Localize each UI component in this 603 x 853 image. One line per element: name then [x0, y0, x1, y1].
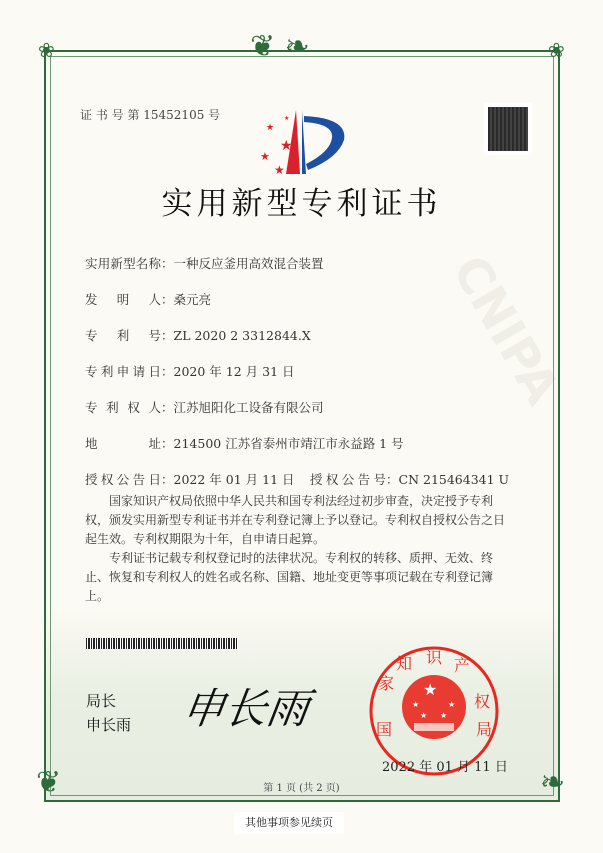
field-label: 专利号 [85, 328, 161, 343]
statement-paragraph: 专利证书记载专利权登记时的法律状况。专利权的转移、质押、无效、终止、恢复和专利权人的姓名或名称、国籍、地址变更等事项记载在专利登记簿上。 [85, 551, 494, 603]
director-signature: 申长雨 [179, 684, 313, 733]
certificate-title: 实用新型专利证书 [161, 186, 442, 222]
certificate-number: 证 书 号 第 15452105 号 [80, 108, 221, 122]
svg-text:局: 局 [476, 720, 493, 739]
statement-paragraph: 国家知识产权局依照中华人民共和国专利法经过初步审查，决定授予专利权，颁发实用新型专利证书并在专利登记簿上予以登记。专利权自授权公告之日起生效。专利权期限为十年，自申请日起算。 [85, 494, 506, 546]
svg-text:家: 家 [378, 674, 395, 693]
cnipa-logo-icon [256, 108, 348, 176]
field-label: 授权公告日 [85, 472, 161, 487]
qr-code[interactable] [484, 103, 532, 155]
svg-text:★: ★ [420, 711, 428, 720]
svg-text:★: ★ [440, 711, 448, 720]
svg-text:★: ★ [448, 700, 456, 709]
field-value: 214500 江苏省泰州市靖江市永益路 1 号 [173, 436, 404, 451]
director-title: 局长 [86, 692, 117, 710]
svg-text:★: ★ [412, 700, 420, 709]
field-address: 地址：214500 江苏省泰州市靖江市永益路 1 号 [85, 436, 404, 451]
corner-ornament-icon: ❀ [548, 38, 565, 62]
field-value: ZL 2020 2 3312844.X [173, 328, 311, 343]
page-number: 第 1 页 (共 2 页) [263, 783, 340, 794]
field-value: 2020 年 12 月 31 日 [173, 364, 295, 379]
svg-text:产: 产 [454, 656, 471, 675]
field-announcement-number: 授权公告号：CN 215464341 U [310, 472, 510, 487]
barcode [86, 638, 238, 649]
field-value: CN 215464341 U [398, 472, 510, 487]
field-label: 实用新型名称 [85, 256, 161, 271]
field-utility-model-name: 实用新型名称：一种反应釜用高效混合装置 [85, 256, 324, 271]
corner-ornament-icon: ❧ [540, 765, 566, 800]
field-label: 发明人 [85, 292, 161, 307]
director-name: 申长雨 [86, 716, 132, 734]
svg-text:★: ★ [274, 163, 285, 176]
corner-ornament-icon: ❀ [38, 38, 55, 62]
field-value: 一种反应釜用高效混合装置 [173, 256, 324, 271]
svg-text:★: ★ [260, 150, 270, 163]
field-patentee: 专利权人：江苏旭阳化工设备有限公司 [85, 400, 324, 415]
field-value: 江苏旭阳化工设备有限公司 [173, 400, 324, 415]
field-value: 2022 年 01 月 11 日 [173, 472, 295, 487]
field-announcement-date: 授权公告日：2022 年 01 月 11 日 [85, 472, 295, 487]
svg-text:★: ★ [423, 680, 438, 699]
field-application-date: 专利申请日：2020 年 12 月 31 日 [85, 364, 295, 379]
top-ornament-icon: ❦ ❧ [250, 29, 310, 64]
field-value: 桑元亮 [173, 292, 212, 307]
field-label: 专利权人 [85, 400, 161, 415]
field-label: 专利申请日 [85, 364, 161, 379]
svg-text:★: ★ [266, 123, 275, 133]
field-label: 地址 [85, 436, 161, 451]
seal-date: 2022 年 01 月 11 日 [382, 760, 508, 775]
svg-text:国: 国 [376, 720, 393, 739]
field-inventor: 发明人：桑元亮 [85, 292, 212, 307]
field-patent-number: 专利号：ZL 2020 2 3312844.X [85, 328, 311, 343]
svg-text:★: ★ [284, 115, 290, 122]
svg-text:权: 权 [474, 692, 491, 711]
legal-statement [85, 492, 515, 606]
svg-text:知: 知 [396, 654, 413, 673]
footer-note: 其他事项参见续页 [234, 812, 344, 834]
field-label: 授权公告号 [310, 472, 386, 487]
svg-text:识: 识 [426, 648, 443, 667]
watermark: CNIPA [441, 246, 571, 414]
svg-text:★: ★ [280, 138, 293, 154]
corner-ornament-icon: ❦ [36, 765, 62, 800]
